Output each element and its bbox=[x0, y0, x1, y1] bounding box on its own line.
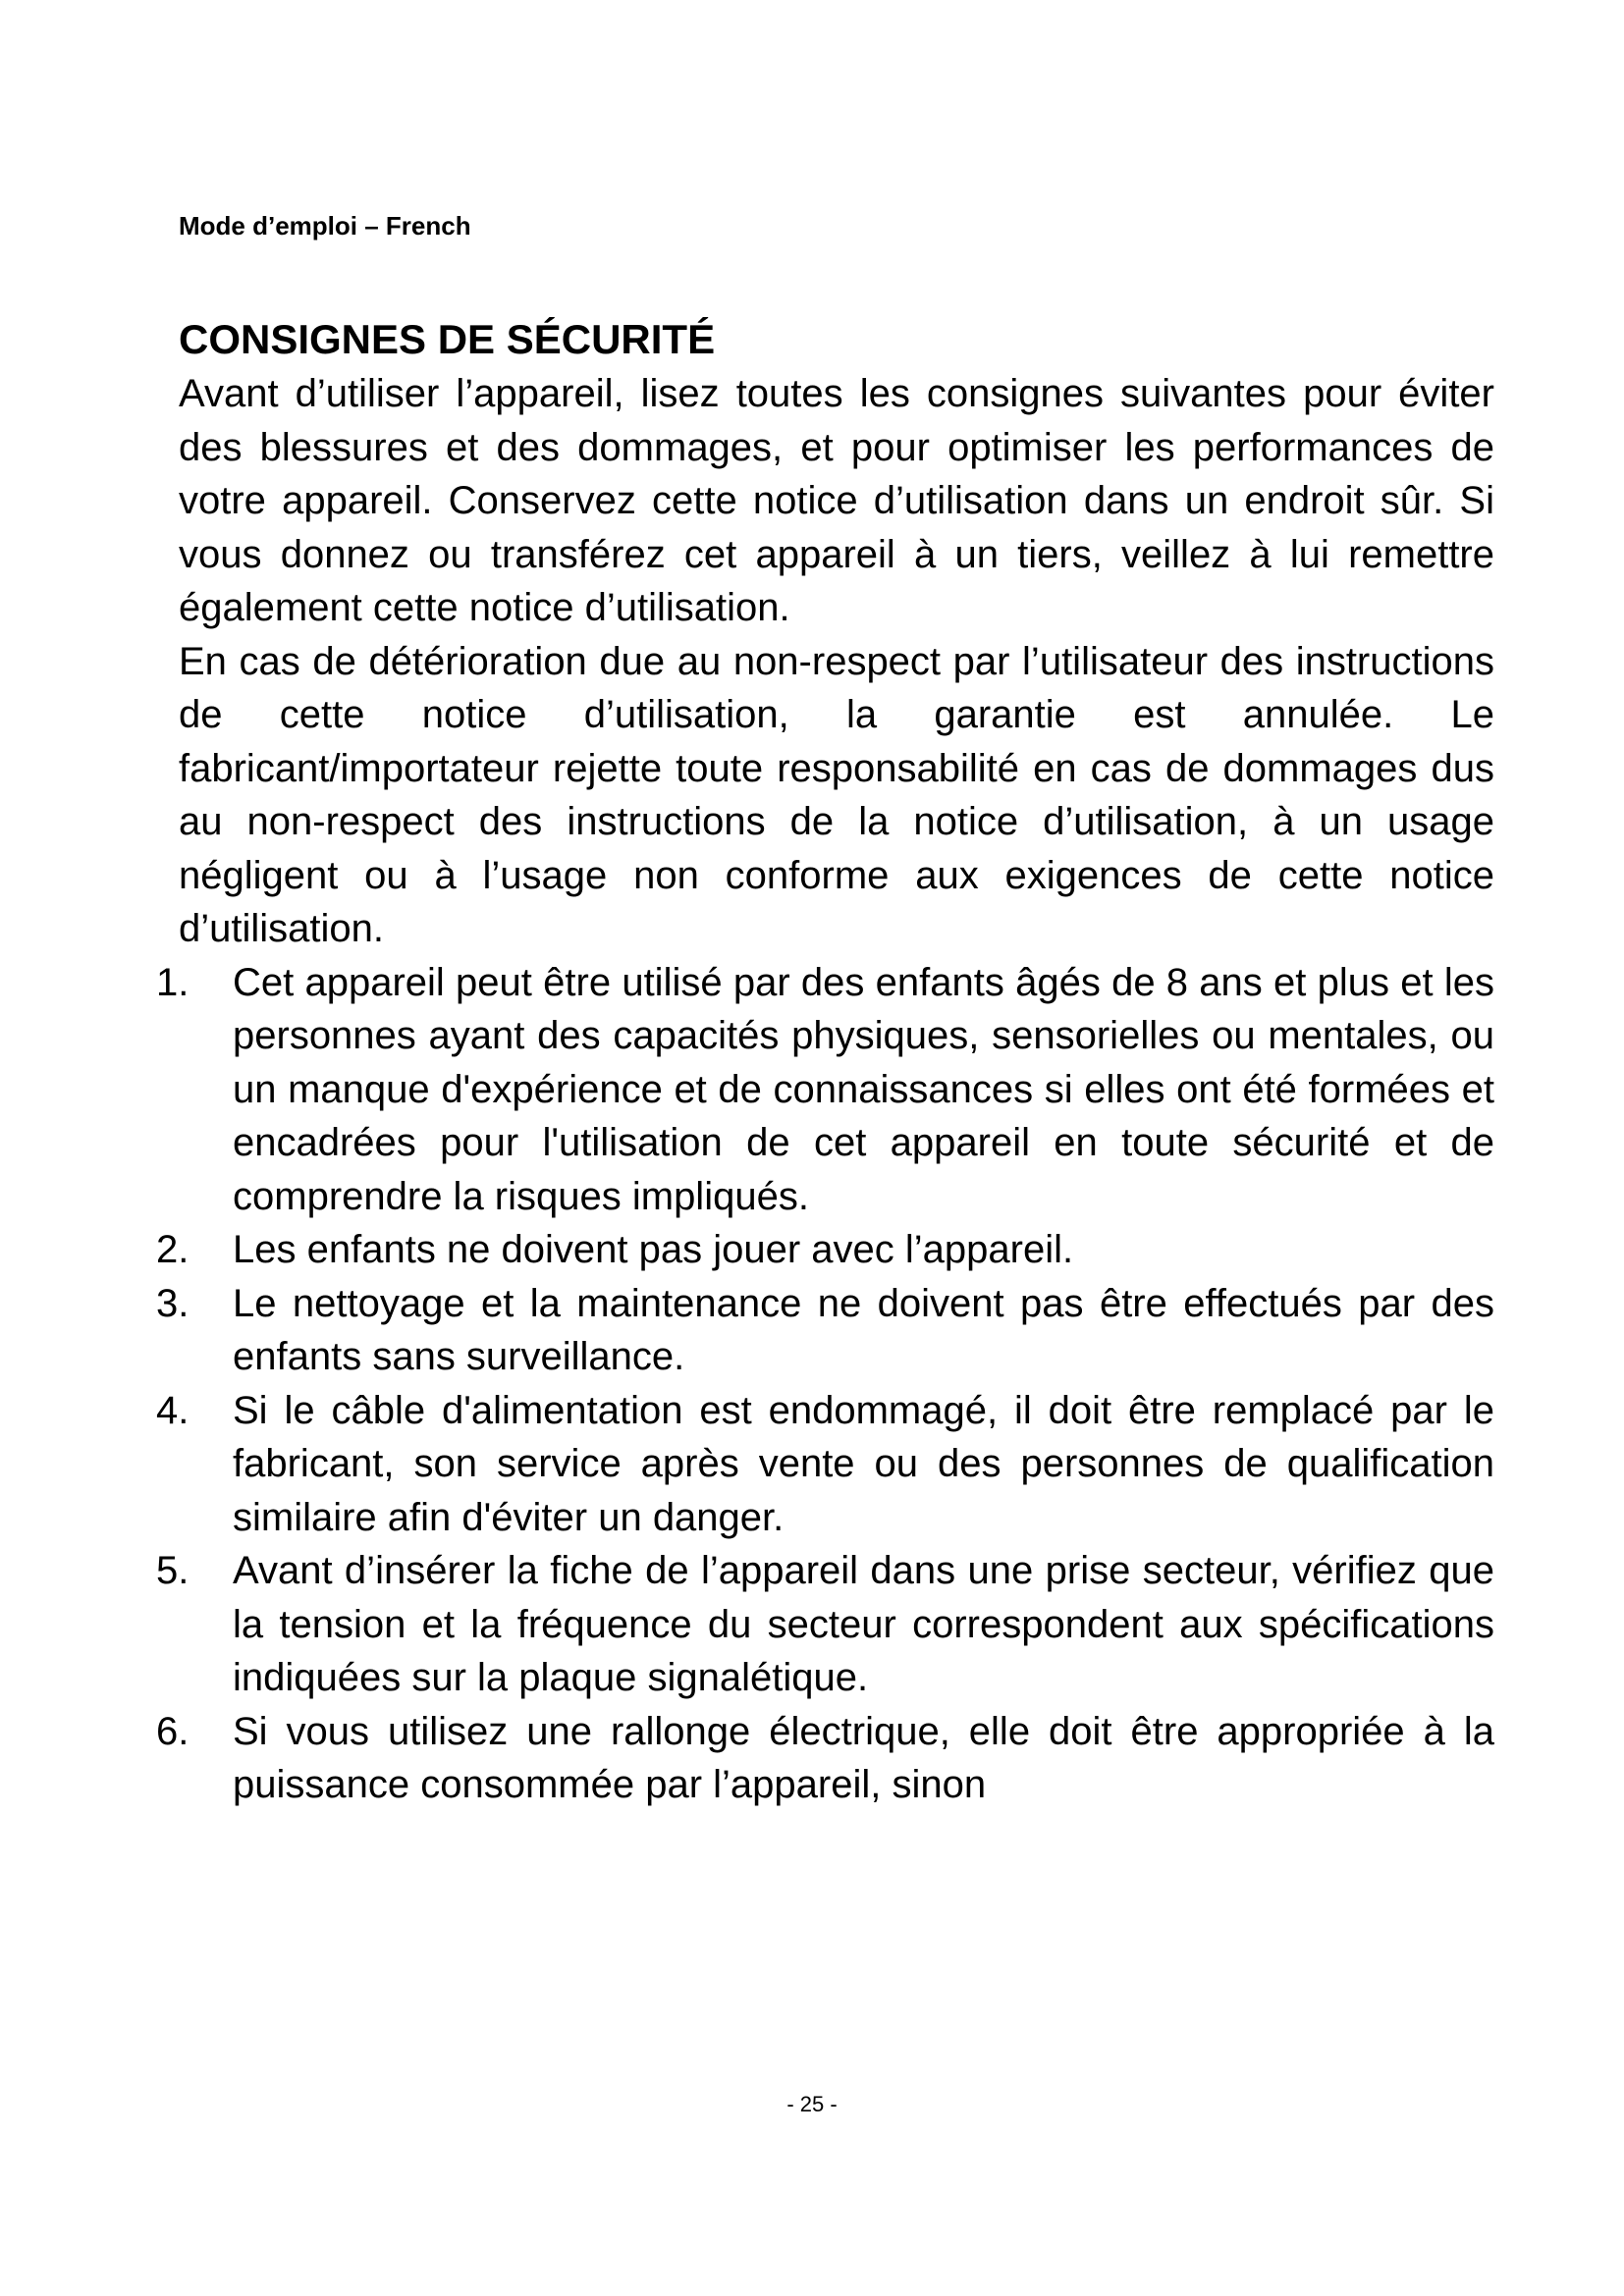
section-title: CONSIGNES DE SÉCURITÉ bbox=[179, 316, 716, 362]
list-item-number: 2. bbox=[156, 1228, 189, 1271]
safety-instructions-list bbox=[156, 956, 1494, 1812]
list-item-number: 1. bbox=[156, 960, 189, 1004]
list-item-number: 6. bbox=[156, 1709, 189, 1753]
list-item bbox=[156, 956, 1494, 1224]
list-item bbox=[156, 1223, 1494, 1277]
list-item-text: Avant d’insérer la fiche de l’appareil dans une prise secteur, vérifiez que la tension et la fréquence du secteur correspondent aux spécifications indiquées sur la plaque signalétique. bbox=[233, 1549, 1494, 1699]
page-number: - 25 - bbox=[786, 2092, 838, 2116]
list-item bbox=[156, 1277, 1494, 1384]
list-item-text: Si vous utilisez une rallonge électrique, elle doit être appropriée à la puissance consommée par l’appareil, sinon bbox=[233, 1709, 1494, 1806]
list-item-number: 4. bbox=[156, 1388, 189, 1432]
list-item-text: Si le câble d'alimentation est endommagé, il doit être remplacé par le fabricant, son service après vente ou des personnes de qualification similaire afin d'éviter un danger. bbox=[233, 1388, 1494, 1539]
list-item bbox=[156, 1384, 1494, 1545]
list-item-text: Le nettoyage et la maintenance ne doivent pas être effectués par des enfants sans surveillance. bbox=[233, 1281, 1494, 1378]
document-body bbox=[156, 312, 1494, 1812]
list-item-number: 3. bbox=[156, 1281, 189, 1325]
list-item-text: Les enfants ne doivent pas jouer avec l’appareil. bbox=[233, 1228, 1074, 1271]
list-item bbox=[156, 1705, 1494, 1812]
list-item-text: Cet appareil peut être utilisé par des enfants âgés de 8 ans et plus et les personnes ayant des capacités physiques, sensorielles ou mentales, ou un manque d'expérience et de connaissances si elles ont été formées et encadrées pour l'utilisation de cet appareil en toute sécurité et de comprendre la risques impliqués. bbox=[233, 960, 1494, 1218]
list-item-number: 5. bbox=[156, 1549, 189, 1592]
list-item bbox=[156, 1544, 1494, 1705]
intro-paragraph: Avant d’utiliser l’appareil, lisez toutes les consignes suivantes pour éviter des blessures et des dommages, et pour optimiser les performances de votre appareil. Conservez cette notice d’utilisation dans un endroit sûr. Si vous donnez ou transférez cet appareil à un tiers, veillez à lui remettre également cette notice d’utilisation. bbox=[179, 372, 1494, 629]
warranty-paragraph: En cas de détérioration due au non-respect par l’utilisateur des instructions de cette notice d’utilisation, la garantie est annulée. Le fabricant/importateur rejette toute responsabilité en cas de dommages dus au non-respect des instructions de la notice d’utilisation, à un usage négligent ou à l’usage non conforme aux exigences de cette notice d’utilisation. bbox=[179, 639, 1494, 950]
page-header: Mode d’emploi – French bbox=[179, 211, 471, 240]
